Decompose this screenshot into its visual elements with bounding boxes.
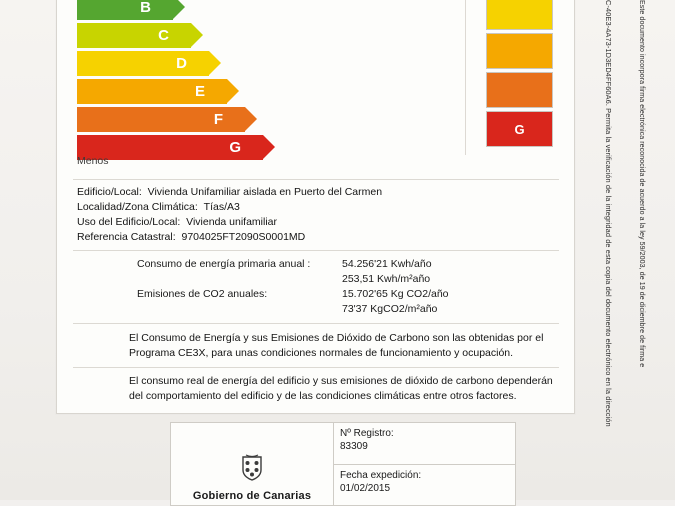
scale-bar-letter: E (194, 83, 205, 100)
consumption-value: 54.256'21 Kwh/año (342, 258, 432, 270)
registro-label: Nº Registro: (340, 428, 394, 439)
building-details (77, 185, 557, 245)
organismo-label: Gobierno de Canarias (192, 490, 312, 502)
detail-value: Vivienda unifamiliar (186, 216, 278, 228)
rating-box-selected (486, 111, 553, 147)
paragraph-disclaimer: El consumo real de energía del edificio y sus emisiones de dióxido de carbono dependerán del comportamiento del edificio y de las condiciones climáticas entre otros factores. (129, 375, 553, 402)
rating-box-letter: G (514, 121, 525, 137)
consumption-row (137, 272, 557, 287)
divider (73, 250, 559, 251)
divider (73, 179, 559, 180)
detail-row (77, 185, 557, 200)
scale-bar-d (77, 51, 209, 76)
scale-bar-letter: G (229, 139, 241, 156)
consumption-label: Emisiones de CO2 anuales: (137, 288, 268, 300)
consumption-row (137, 302, 557, 317)
scale-row (77, 51, 277, 76)
detail-row (77, 230, 557, 245)
fecha-value: 01/02/2015 (340, 482, 391, 494)
consumption-label: Consumo de energía primaria anual : (137, 258, 311, 270)
registry-footer (170, 422, 516, 506)
rating-box (486, 0, 553, 30)
rating-box (486, 33, 553, 69)
coat-of-arms-icon (237, 453, 267, 488)
scale-row (77, 0, 277, 20)
paragraph-program: El Consumo de Energía y sus Emisiones de Dióxido de Carbono son las obtenidas por el Programa CE3X, para unas condiciones normales de funcionamiento y ocupación. (129, 332, 544, 359)
detail-row (77, 200, 557, 215)
scale-bar-e (77, 79, 227, 104)
scale-row (77, 23, 277, 48)
registro-value: 83309 (340, 441, 368, 452)
registry-fields (334, 423, 515, 505)
detail-value: Tías/A3 (203, 201, 240, 213)
divider (73, 367, 559, 368)
vertical-divider (465, 0, 466, 155)
scale-menos-label: Menos (77, 155, 109, 167)
scale-row (77, 107, 277, 132)
detail-label: Uso del Edificio/Local: (77, 216, 181, 228)
detail-label: Referencia Catastral: (77, 231, 176, 243)
fecha-label: Fecha expedición: (340, 469, 422, 481)
divider (73, 323, 559, 324)
scale-bar-f (77, 107, 245, 132)
consumption-value: 253,51 Kwh/m²año (342, 273, 431, 285)
detail-value: 9704025FT2090S0001MD (181, 231, 306, 243)
rating-column (486, 0, 553, 150)
scale-bar-letter: F (213, 111, 223, 128)
scale-bar-letter: C (158, 27, 169, 44)
scale-bar-c (77, 23, 191, 48)
detail-label: Edificio/Local: (77, 186, 142, 198)
scale-bar-letter: D (176, 55, 187, 72)
rating-box (486, 72, 553, 108)
scale-bar-b (77, 0, 173, 20)
scale-row (77, 79, 277, 104)
scale-bar-letter: B (140, 0, 151, 16)
energy-scale (77, 0, 277, 163)
energy-certificate-card (56, 0, 575, 414)
organismo-cell (171, 423, 334, 505)
registro-cell (334, 423, 515, 465)
detail-value: Vivienda Unifamiliar aislada en Puerto del Carmen (147, 186, 383, 198)
sidebar-legal-text-2: Este documento incorpora firma electrónica reconocida de acuerdo a la ley 59/2003, de 19 de diciembre de firma e (638, 0, 645, 368)
consumption-value: 15.702'65 Kg CO2/año (342, 288, 449, 300)
detail-row (77, 215, 557, 230)
consumption-row (137, 287, 557, 302)
consumption-row (137, 257, 557, 272)
fecha-cell (334, 465, 515, 506)
consumption-block (137, 257, 557, 317)
sidebar-legal-text-1: C-40E3-4A73-1D3ED4FF60A6. Permita la verificación de la integridad de esta copia del documento electrónico en la dirección (604, 0, 613, 427)
consumption-value: 73'37 KgCO2/m²año (342, 303, 438, 315)
detail-label: Localidad/Zona Climática: (77, 201, 198, 213)
